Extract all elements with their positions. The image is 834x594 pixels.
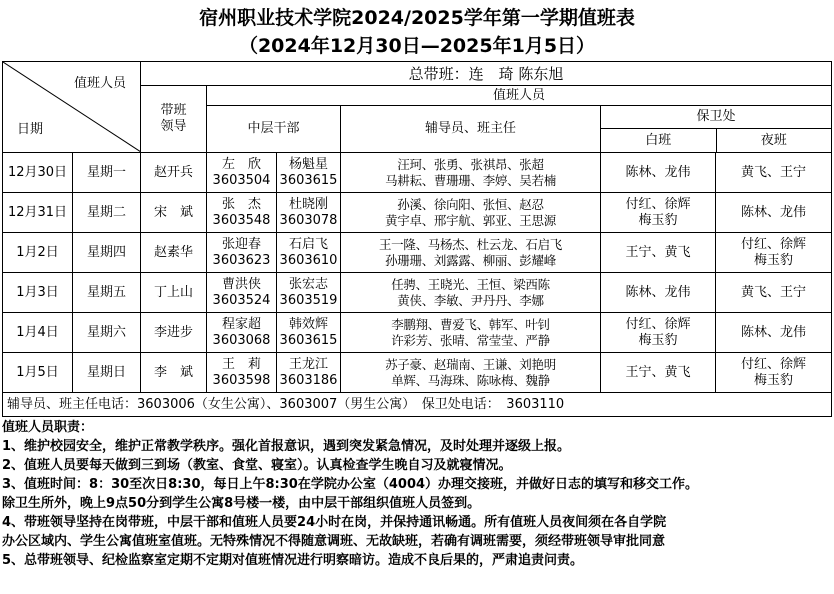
counselors-line2: 单辉、马海珠、陈咏梅、魏静 xyxy=(391,372,550,388)
day-shift-cell xyxy=(601,153,716,193)
counselors-line2: 许彩芳、张晴、常莹莹、严静 xyxy=(391,332,550,348)
day-shift-cell xyxy=(601,233,716,273)
counselors-line1: 王一隆、马杨杰、杜云龙、石启飞 xyxy=(378,236,562,252)
day-shift-cell xyxy=(601,273,716,313)
weekday-cell: 星期四 xyxy=(73,233,141,273)
counselors-line2: 黄宇卓、邢宇航、郭亚、王思源 xyxy=(385,212,556,228)
cadre2-cell xyxy=(277,153,341,193)
staff-axis-label: 值班人员 xyxy=(73,76,126,91)
cadre2-name: 王龙江 xyxy=(288,356,328,372)
date-axis-label: 日期 xyxy=(17,122,44,137)
night-shift-cell xyxy=(716,273,832,313)
roster-title: 宿州职业技术学院2024/2025学年第一学期值班表 xyxy=(199,7,635,29)
night-shift-line1: 黄飞、王宁 xyxy=(741,284,807,300)
night-shift-line1: 陈林、龙伟 xyxy=(741,324,807,340)
night-shift-line2: 梅玉豹 xyxy=(754,252,794,268)
cadre2-cell xyxy=(277,193,341,233)
leader-cell: 赵素华 xyxy=(141,233,207,273)
date-cell: 12月31日 xyxy=(3,193,73,233)
chief-duty-leader: 总带班：连 琦 陈东旭 xyxy=(141,62,832,86)
leader-header-line2: 领导 xyxy=(160,119,187,134)
cadre2-cell xyxy=(277,353,341,393)
table-row xyxy=(3,233,832,273)
date-cell: 12月30日 xyxy=(3,153,73,193)
day-shift-line2: 梅玉豹 xyxy=(638,212,678,228)
date-cell: 1月3日 xyxy=(3,273,73,313)
counselors-line2: 孙珊珊、刘露露、柳丽、彭耀峰 xyxy=(385,252,556,268)
duty-staff-header: 值班人员 xyxy=(207,86,832,106)
mid-cadre-header: 中层干部 xyxy=(207,106,341,153)
cadre1-cell xyxy=(207,273,277,313)
day-shift-line1: 陈林、龙伟 xyxy=(625,284,691,300)
cadre1-cell xyxy=(207,233,277,273)
weekday-cell: 星期日 xyxy=(73,353,141,393)
table-row xyxy=(3,353,832,393)
table-row xyxy=(3,153,832,193)
table-row xyxy=(3,313,832,353)
night-shift-line1: 付红、徐辉 xyxy=(741,236,807,252)
duty-item: 4、带班领导坚持在岗带班，中层干部和值班人员要24小时在岗，并保持通讯畅通。所有值班人员夜间须在各自学院 xyxy=(2,515,667,530)
cadre1-cell xyxy=(207,353,277,393)
cadre2-name: 杜晓刚 xyxy=(288,196,328,212)
weekday-cell: 星期一 xyxy=(73,153,141,193)
header-diagonal-cell xyxy=(3,62,141,153)
counselors-line1: 孙溪、徐向阳、张恒、赵忍 xyxy=(397,196,544,212)
cadre1-phone: 3603068 xyxy=(212,332,271,348)
date-cell: 1月5日 xyxy=(3,353,73,393)
counselor-header: 辅导员、班主任 xyxy=(341,106,601,153)
duty-item: 3、值班时间：8：30至次日8:30，每日上午8:30在学院办公室（4004）办理交接班，并做好日志的填写和移交工作。 xyxy=(2,477,699,492)
roster-date-range: （2024年12月30日—2025年1月5日） xyxy=(238,35,596,57)
night-shift-line1: 黄飞、王宁 xyxy=(741,164,807,180)
cadre2-name: 杨魁星 xyxy=(288,156,328,172)
leader-header-line1: 带班 xyxy=(160,103,187,118)
table-row xyxy=(3,193,832,233)
date-cell: 1月2日 xyxy=(3,233,73,273)
counselors-cell xyxy=(341,273,601,313)
duty-roster-table xyxy=(2,61,832,417)
night-shift-cell xyxy=(716,153,832,193)
day-shift-line1: 付红、徐辉 xyxy=(625,196,691,212)
weekday-cell: 星期六 xyxy=(73,313,141,353)
security-subheader xyxy=(601,106,831,152)
day-shift-line2: 梅玉豹 xyxy=(638,332,678,348)
cadre2-phone: 3603615 xyxy=(279,172,338,188)
counselors-line1: 任骋、王晓光、王恒、梁西陈 xyxy=(391,276,550,292)
cadre1-name: 左 欣 xyxy=(221,156,261,172)
duties-heading: 值班人员职责： xyxy=(2,420,94,435)
day-shift-line1: 付红、徐辉 xyxy=(625,316,691,332)
cadre2-phone: 3603078 xyxy=(279,212,338,228)
cadre2-name: 张宏志 xyxy=(288,276,328,292)
cadre1-phone: 3603548 xyxy=(212,212,271,228)
cadre1-cell xyxy=(207,153,277,193)
cadre2-cell xyxy=(277,313,341,353)
phones-line: 辅导员、班主任电话：3603006（女生公寓）、3603007（男生公寓） 保卫处电话： 3603110 xyxy=(3,393,832,417)
day-shift-cell xyxy=(601,313,716,353)
duty-item: 除卫生所外，晚上9点50分到学生公寓8号楼一楼，由中层干部组织值班人员签到。 xyxy=(2,496,481,511)
day-shift-cell xyxy=(601,353,716,393)
counselors-line2: 马耕耘、曹珊珊、李婷、吴若楠 xyxy=(385,172,556,188)
night-shift-line2: 梅玉豹 xyxy=(754,372,794,388)
table-row xyxy=(3,273,832,313)
cadre1-name: 程家超 xyxy=(221,316,261,332)
day-shift-cell xyxy=(601,193,716,233)
cadre1-phone: 3603598 xyxy=(212,372,271,388)
night-shift-header: 夜班 xyxy=(760,132,787,148)
cadre1-name: 曹洪侠 xyxy=(221,276,261,292)
leader-cell: 李 斌 xyxy=(141,353,207,393)
counselors-cell xyxy=(341,313,601,353)
day-shift-line1: 陈林、龙伟 xyxy=(625,164,691,180)
cadre2-phone: 3603610 xyxy=(279,252,338,268)
leader-cell: 丁上山 xyxy=(141,273,207,313)
counselors-line1: 汪珂、张勇、张祺昂、张超 xyxy=(397,156,544,172)
cadre2-phone: 3603186 xyxy=(279,372,338,388)
night-shift-line1: 陈林、龙伟 xyxy=(741,204,807,220)
cadre2-name: 石启飞 xyxy=(288,236,328,252)
cadre1-phone: 3603504 xyxy=(212,172,271,188)
counselors-line2: 黄侠、李敏、尹丹丹、李娜 xyxy=(397,292,544,308)
weekday-cell: 星期五 xyxy=(73,273,141,313)
counselors-line1: 苏子豪、赵瑞南、王谦、刘艳明 xyxy=(385,356,556,372)
leader-cell: 宋 斌 xyxy=(141,193,207,233)
cadre2-phone: 3603519 xyxy=(279,292,338,308)
cadre1-cell xyxy=(207,193,277,233)
day-shift-line1: 王宁、黄飞 xyxy=(625,244,691,260)
duty-responsibilities xyxy=(2,418,831,570)
cadre2-cell xyxy=(277,273,341,313)
night-shift-cell xyxy=(716,193,832,233)
cadre1-name: 张迎春 xyxy=(221,236,261,252)
security-label: 保卫处 xyxy=(601,106,831,129)
counselors-cell xyxy=(341,193,601,233)
cadre1-phone: 3603623 xyxy=(212,252,271,268)
cadre1-name: 王 莉 xyxy=(221,356,261,372)
cadre2-phone: 3603615 xyxy=(279,332,338,348)
cadre1-name: 张 杰 xyxy=(221,196,261,212)
leader-cell: 李进步 xyxy=(141,313,207,353)
cadre1-phone: 3603524 xyxy=(212,292,271,308)
day-shift-header: 白班 xyxy=(601,129,716,153)
duty-item: 2、值班人员要每天做到三到场（教室、食堂、寝室）。认真检查学生晚自习及就寝情况。 xyxy=(2,458,512,473)
duty-item: 1、维护校园安全，维护正常教学秩序。强化首报意识，遇到突发紧急情况，及时处理并逐级上报。 xyxy=(2,439,571,454)
night-shift-cell xyxy=(716,353,832,393)
day-shift-line1: 王宁、黄飞 xyxy=(625,364,691,380)
weekday-cell: 星期二 xyxy=(73,193,141,233)
duty-item: 办公区域内、学生公寓值班室值班。无特殊情况不得随意调班、无故缺班，若确有调班需要，须经带班领导审批同意 xyxy=(2,534,666,549)
counselors-cell xyxy=(341,153,601,193)
cadre1-cell xyxy=(207,313,277,353)
cadre2-name: 韩效辉 xyxy=(288,316,328,332)
date-cell: 1月4日 xyxy=(3,313,73,353)
cadre2-cell xyxy=(277,233,341,273)
security-header xyxy=(601,106,832,153)
counselors-cell xyxy=(341,233,601,273)
night-shift-line1: 付红、徐辉 xyxy=(741,356,807,372)
leader-cell: 赵开兵 xyxy=(141,153,207,193)
leader-header xyxy=(141,86,207,153)
duty-item: 5、总带班领导、纪检监察室定期不定期对值班情况进行明察暗访。造成不良后果的，严肃追责问责。 xyxy=(2,553,584,568)
counselors-cell xyxy=(341,353,601,393)
counselors-line1: 李鹏翔、曹爱飞、韩军、叶钊 xyxy=(391,316,550,332)
night-shift-cell xyxy=(716,233,832,273)
night-shift-cell xyxy=(716,313,832,353)
